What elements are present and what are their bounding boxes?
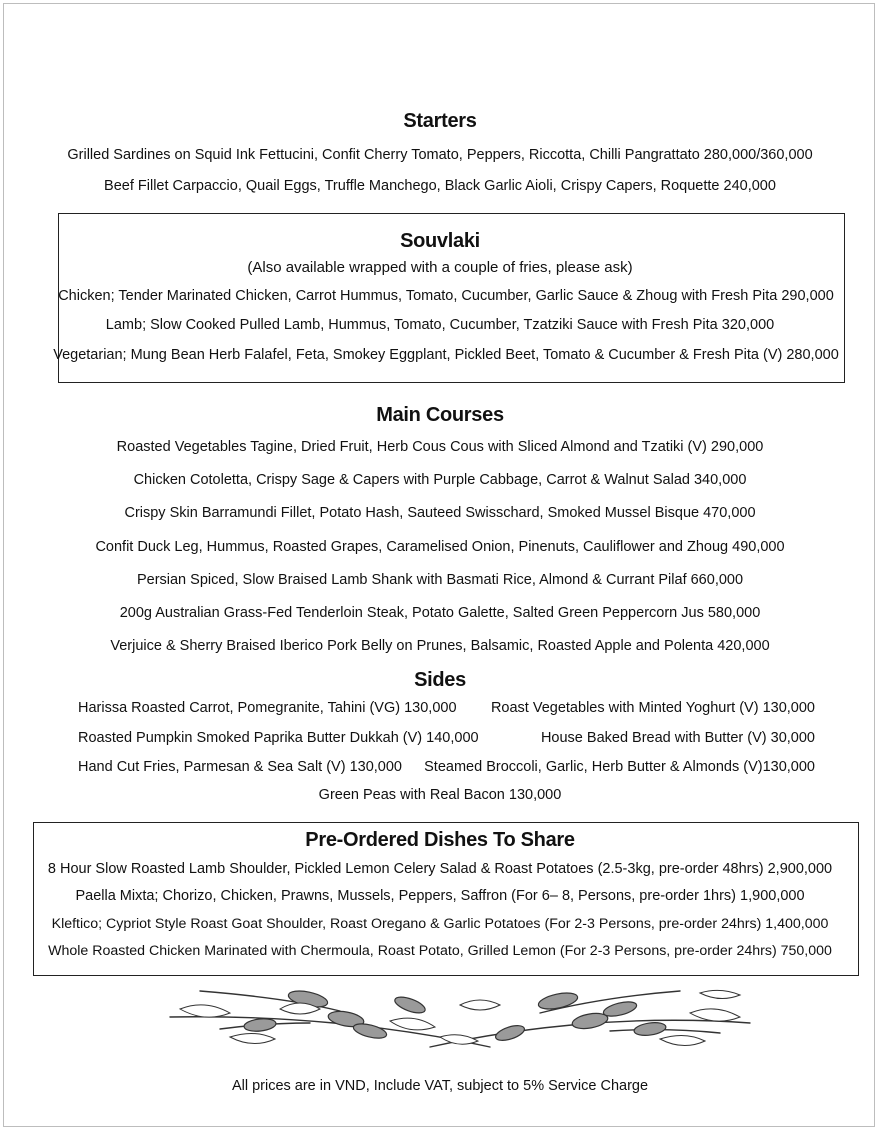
preordered-item: Whole Roasted Chicken Marinated with Chermoula, Roast Potato, Grilled Lemon (For 2-3 Persons, pre-order 24hrs) 750,000 (48, 943, 832, 959)
side-item-right: Steamed Broccoli, Garlic, Herb Butter & Almonds (V)130,000 (424, 759, 815, 775)
souvlaki-item: Lamb; Slow Cooked Pulled Lamb, Hummus, Tomato, Cucumber, Tzatziki Sauce with Fresh Pita 320,000 (105, 317, 775, 333)
preordered-heading: Pre-Ordered Dishes To Share (305, 829, 575, 851)
starters-heading: Starters (403, 110, 477, 132)
souvlaki-item: Chicken; Tender Marinated Chicken, Carrot Hummus, Tomato, Cucumber, Garlic Sauce & Zhoug with Fresh Pita 290,000 (58, 288, 834, 304)
main-course-item: Chicken Cotoletta, Crispy Sage & Capers with Purple Cabbage, Carrot & Walnut Salad 340,000 (133, 472, 747, 488)
preordered-item: Paella Mixta; Chorizo, Chicken, Prawns, Mussels, Peppers, Saffron (For 6– 8, Persons, pre-order 1hrs) 1,900,000 (75, 888, 805, 904)
starter-item: Grilled Sardines on Squid Ink Fettucini, Confit Cherry Tomato, Peppers, Riccotta, Chilli Pangrattato 280,000/360,000 (67, 147, 813, 163)
souvlaki-subtitle: (Also available wrapped with a couple of fries, please ask) (247, 259, 633, 276)
starter-item: Beef Fillet Carpaccio, Quail Eggs, Truffle Manchego, Black Garlic Aioli, Crispy Capers, Roquette 240,000 (104, 178, 776, 194)
main-course-item: 200g Australian Grass-Fed Tenderloin Steak, Potato Galette, Salted Green Peppercorn Jus 580,000 (119, 605, 761, 621)
main-course-item: Confit Duck Leg, Hummus, Roasted Grapes, Caramelised Onion, Pinenuts, Cauliflower and Zhoug 490,000 (95, 539, 785, 555)
preordered-item: Kleftico; Cypriot Style Roast Goat Shoulder, Roast Oregano & Garlic Potatoes (For 2-3 Persons, pre-order 24hrs) 1,400,000 (51, 916, 829, 932)
side-item-left: Roasted Pumpkin Smoked Paprika Butter Dukkah (V) 140,000 (78, 730, 479, 746)
main-courses-heading: Main Courses (376, 404, 504, 426)
main-course-item: Verjuice & Sherry Braised Iberico Pork Belly on Prunes, Balsamic, Roasted Apple and Polenta 420,000 (110, 638, 770, 654)
main-course-item: Persian Spiced, Slow Braised Lamb Shank with Basmati Rice, Almond & Currant Pilaf 660,000 (136, 572, 744, 588)
side-item-right: Roast Vegetables with Minted Yoghurt (V) 130,000 (490, 700, 815, 716)
main-course-item: Roasted Vegetables Tagine, Dried Fruit, Herb Cous Cous with Sliced Almond and Tzatiki (V) 290,000 (116, 439, 764, 455)
side-item-left: Harissa Roasted Carrot, Pomegranite, Tahini (VG) 130,000 (78, 700, 457, 716)
side-item-left: Hand Cut Fries, Parmesan & Sea Salt (V) 130,000 (78, 759, 402, 775)
olive-branch-icon (160, 985, 760, 1055)
main-course-item: Crispy Skin Barramundi Fillet, Potato Hash, Sauteed Swisschard, Smoked Mussel Bisque 470,000 (124, 505, 756, 521)
sides-heading: Sides (414, 669, 466, 691)
preordered-item: 8 Hour Slow Roasted Lamb Shoulder, Pickled Lemon Celery Salad & Roast Potatoes (2.5-3kg, pre-order 48hrs) 2,900,000 (47, 861, 833, 877)
side-item-right: House Baked Bread with Butter (V) 30,000 (540, 730, 815, 746)
souvlaki-heading: Souvlaki (400, 230, 480, 252)
olive-branch-icon (170, 1017, 490, 1047)
side-item-center: Green Peas with Real Bacon 130,000 (318, 787, 562, 803)
footer-note: All prices are in VND, Include VAT, subject to 5% Service Charge (231, 1078, 649, 1094)
souvlaki-item: Vegetarian; Mung Bean Herb Falafel, Feta, Smokey Eggplant, Pickled Beet, Tomato & Cucumber & Fresh Pita (V) 280,000 (53, 347, 839, 363)
